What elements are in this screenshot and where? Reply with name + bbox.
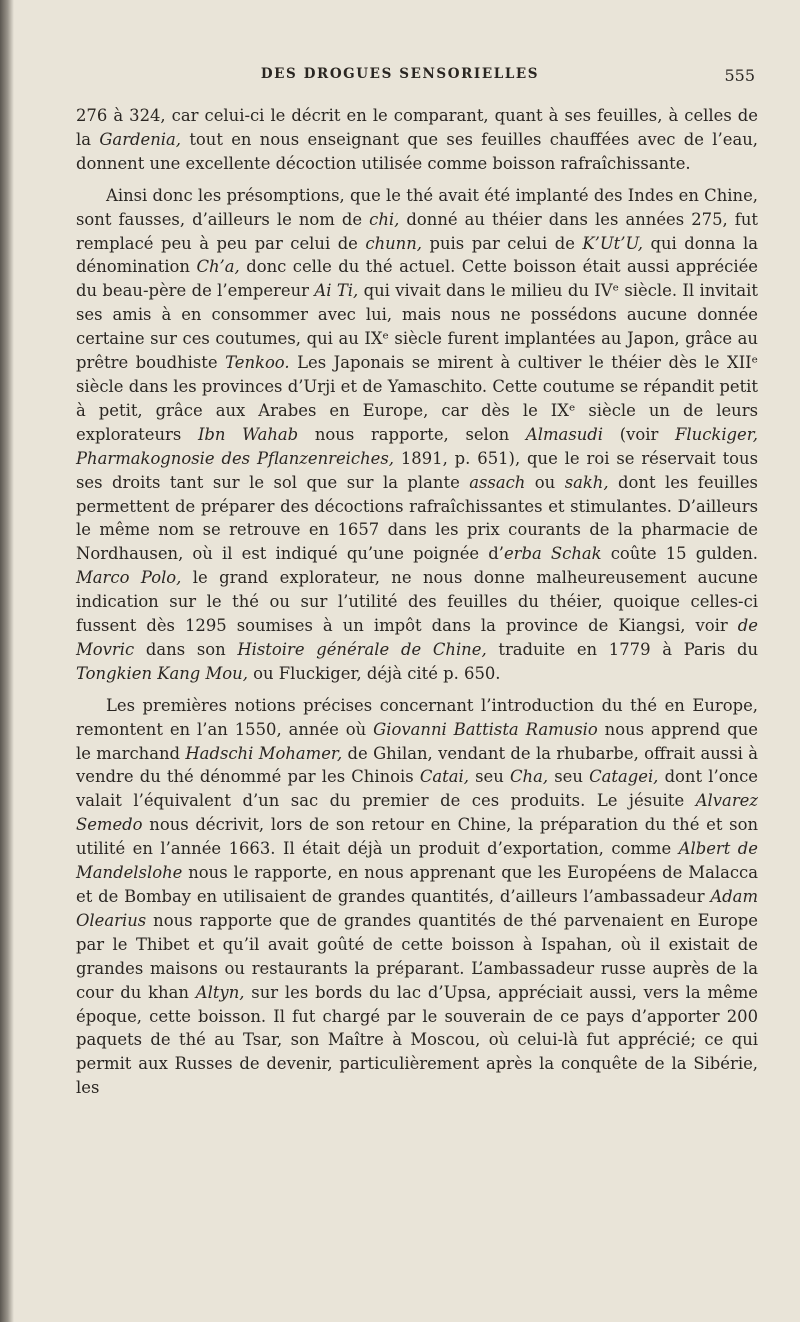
italic-text-run: chunn, (365, 233, 423, 253)
italic-text-run: Ibn Wahab (197, 424, 299, 444)
text-run: qui vivait dans le milieu du IVᵉ siècle. Il invitait ses amis à en consommer avec lui, mais nous ne possédons aucune donnée certaine sur ces coutumes, qui au IXᵉ siècle furent implantées au Japon, grâce au prêtre boudhiste (76, 281, 758, 373)
paragraph (76, 104, 758, 176)
italic-text-run: Hadschi Mohamer, (185, 743, 343, 763)
text-run: le grand explorateur, ne nous donne malheureusement aucune indication sur le thé ou sur l’utilité des feuilles du théier, quoique celles-ci fussent dès 1295 soumises à un impôt dans la province de Kiangsi, voir (76, 568, 758, 636)
text-run: ou (525, 472, 565, 492)
text-run: tout en nous enseignant que ses feuilles chauffées avec de l’eau, donnent une excellente décoction utilisée comme boisson rafraîchissante. (76, 129, 758, 173)
text-run: dont les feuilles permettent de préparer des décoctions rafraîchissantes et stimulantes. D’ailleurs le même nom se retrouve en 1657 dans les prix courants de la pharmacie de Nordhausen, où il est indiqué qu’une poignée d’ (76, 472, 758, 564)
page-number: 555 (724, 66, 755, 85)
text-run: ou Fluckiger, déjà cité p. 650. (247, 663, 501, 683)
text-run: traduite en 1779 à Paris du (486, 639, 758, 659)
italic-text-run: erba Schak (503, 544, 602, 564)
body-text (76, 104, 758, 1108)
text-run: (voir (603, 424, 676, 444)
page-header (0, 66, 800, 90)
text-run: nous rapporte, selon (298, 424, 526, 444)
italic-text-run: Tongkien Kang Mou, (76, 663, 248, 683)
italic-text-run: de Movric (76, 616, 758, 659)
italic-text-run: Ai Ti, (314, 281, 359, 301)
italic-text-run: K’Ut’U, (582, 233, 643, 253)
text-run: coûte 15 gulden. (601, 544, 758, 564)
paragraph (76, 184, 758, 686)
text-run: nous le rapporte, en nous apprenant que les Européens de Malacca et de Bombay en utilisaient de grandes quantités, d’ailleurs l’ambassadeur (76, 863, 758, 906)
italic-text-run: Histoire générale de Chine, (237, 639, 487, 659)
text-run: 1891, p. 651), que le roi se réservait tous ses droits tant sur le sol que sur la plante (76, 448, 758, 492)
italic-text-run: Giovanni Battista Ramusio (373, 719, 598, 739)
text-run: Les premières notions précises concernant l’introduction du thé en Europe, remontent en l’an 1550, année où (76, 695, 758, 739)
text-run: donc celle du thé actuel. Cette boisson était aussi appréciée du beau-père de l’empereur (76, 257, 758, 301)
italic-text-run: Alvarez Semedo (76, 791, 758, 835)
text-run: sur les bords du lac d’Upsa, appréciait aussi, vers la même époque, cette boisson. Il fut chargé par le souverain de ce pays d’apporter 200 paquets de thé au Tsar, son Maître à Moscou, où celui-là fut apprécié; ce qui permit aux Russes de devenir, particulièrement après la conquête de la Sibérie, les (76, 982, 758, 1098)
italic-text-run: Marco Polo, (76, 568, 182, 588)
text-run: seu (468, 767, 510, 787)
text-run: nous apprend que le marchand (76, 719, 758, 763)
italic-text-run: Gardenia, (99, 129, 182, 149)
italic-text-run: Catai, (419, 767, 469, 787)
italic-text-run: chi, (369, 209, 400, 229)
text-run: de Ghilan, vendant de la rhubarbe, offrait aussi à vendre du thé dénommé par les Chinois (76, 743, 759, 787)
italic-text-run: Albert de Mandelslohe (76, 839, 758, 883)
italic-text-run: Catagei, (589, 767, 659, 787)
text-run: puis par celui de (422, 233, 583, 253)
text-run: seu (548, 767, 590, 787)
text-run: donné au théier dans les années 275, fut remplacé peu à peu par celui de (76, 209, 758, 253)
text-run: Ainsi donc les présomptions, que le thé avait été implanté des Indes en Chine, sont fausses, d’ailleurs le nom de (76, 185, 758, 229)
italic-text-run: Fluckiger, Pharmakognosie des Pflanzenreiches, (76, 424, 758, 468)
text-run: dans son (134, 639, 238, 659)
italic-text-run: assach (469, 472, 526, 492)
italic-text-run: Ch’a, (196, 257, 240, 277)
paragraph (76, 694, 758, 1100)
text-run: nous décrivit, lors de son retour en Chine, la préparation du thé et son utilité en l’année 1663. Il était déjà un produit d’exportation, comme (76, 815, 758, 859)
italic-text-run: Cha, (509, 767, 549, 787)
text-run: dont l’once valait l’équivalent d’un sac du premier de ces produits. Le jésuite (76, 767, 758, 811)
running-head: DES DROGUES SENSORIELLES (260, 66, 540, 82)
italic-text-run: Tenkoo. (225, 353, 290, 373)
page-gutter-shadow (0, 0, 14, 1322)
italic-text-run: Almasudi (525, 424, 604, 444)
italic-text-run: sakh, (564, 472, 609, 492)
italic-text-run: Altyn, (195, 982, 245, 1002)
text-run: Les Japonais se mirent à cultiver le théier dès le XIIᵉ siècle dans les provinces d’Urji et de Yamaschito. Cette coutume se répandit petit à petit, grâce aux Arabes en Europe, car dès le IXᵉ siècle un de leurs explorateurs (76, 353, 758, 444)
text-run: qui donna la dénomination (76, 233, 759, 277)
italic-text-run: Adam Olearius (76, 887, 758, 930)
text-run: 276 à 324, car celui-ci le décrit en le comparant, quant à ses feuilles, à celles de la (76, 106, 758, 149)
text-run: nous rapporte que de grandes quantités de thé parvenaient en Europe par le Thibet et qu’il avait goûté de cette boisson à Ispahan, où il existait de grandes maisons ou restaurants la préparant. L’ambassadeur russe auprès de la cour du khan (76, 910, 758, 1002)
